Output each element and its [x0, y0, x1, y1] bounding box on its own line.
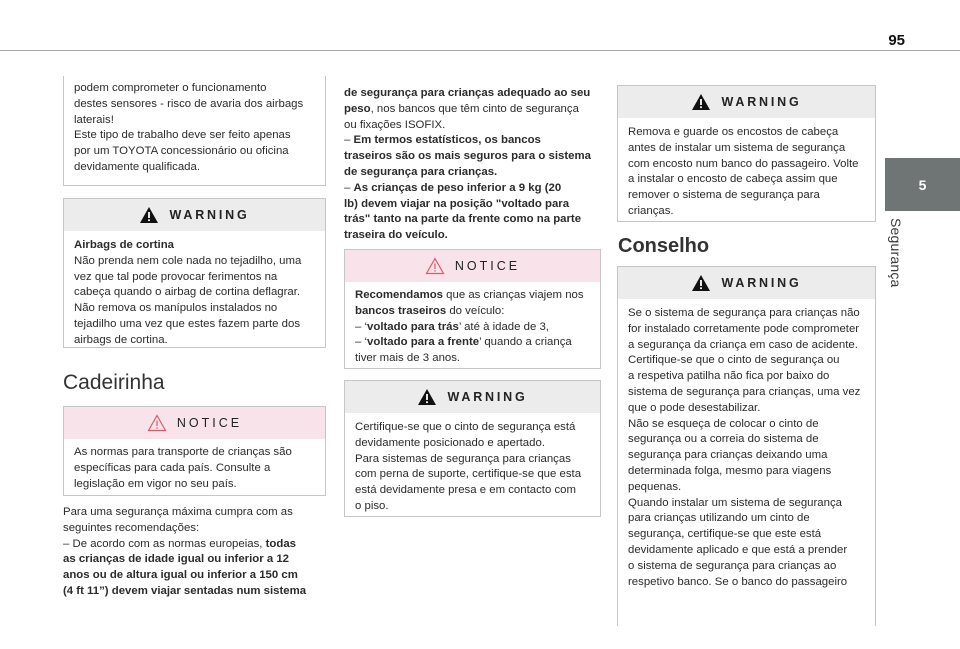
notice-title: NOTICE: [176, 416, 243, 430]
warning-header: [618, 86, 875, 118]
warning-line: airbags de cortina.: [74, 333, 168, 346]
para-line: de segurança para crianças adequado ao seu: [344, 87, 591, 99]
warning-line: a segurança da criança em caso de acidente.: [628, 338, 858, 351]
intro-line: laterais!: [74, 113, 114, 126]
warning-triangle-icon: [139, 206, 159, 224]
warning-line: segurança, certifique-se que este está: [628, 528, 822, 541]
warning-line: Certifique-se que o cinto de segurança ou: [628, 354, 840, 367]
warning-line: segurança para crianças deixando uma: [628, 449, 828, 462]
warning-line: sistema de segurança para crianças, uma vez: [628, 385, 861, 398]
para-line: as crianças de idade igual ou inferior a 12: [63, 553, 289, 566]
recommendations-paragraph: [63, 505, 328, 600]
notice-title: NOTICE: [454, 259, 521, 273]
chapter-number: 5: [918, 176, 927, 193]
warning-line: cabeça quando o airbag de cortina deflagrar.: [74, 286, 301, 299]
notice-triangle-icon: [425, 257, 445, 275]
intro-line: devidamente qualificada.: [74, 160, 201, 173]
warning-line: for instalado corretamente pode comprometer: [628, 322, 860, 335]
notice-line: tiver mais de 3 anos.: [355, 352, 461, 365]
para-line: traseiros são os mais seguros para o sistema: [344, 150, 591, 163]
intro-box: [63, 76, 326, 186]
notice-line: – ‘voltado para a frente’ quando a criança: [355, 336, 572, 349]
notice-triangle-icon: [147, 414, 167, 432]
page-number: 95: [888, 32, 905, 49]
warning-line: o piso.: [355, 499, 389, 512]
notice-line: legislação em vigor no seu país.: [74, 477, 237, 490]
chapter-label: [882, 218, 912, 338]
notice-box-country: [63, 406, 326, 496]
warning-line: devidamente posicionado e apertado.: [355, 436, 545, 449]
warning-line: para crianças utilizando um cinto de: [628, 512, 810, 525]
warning-line: tejadilho uma vez que estes fazem parte dos: [74, 317, 301, 330]
warning-line: antes de instalar um sistema de segurança: [628, 141, 846, 154]
section-title-conselho: Conselho: [618, 235, 710, 257]
warning-line: Para sistemas de segurança para crianças: [355, 452, 571, 465]
para-line: ou fixações ISOFIX.: [344, 118, 446, 131]
intro-line: destes sensores - risco de avaria dos airbags: [74, 97, 304, 110]
warning-line: vez que tal pode provocar ferimentos na: [74, 270, 278, 283]
notice-line: bancos traseiros do veículo:: [355, 304, 505, 317]
intro-line: podem comprometer o funcionamento: [74, 82, 267, 94]
notice-line: específicas para cada país. Consulte a: [74, 461, 271, 474]
warning-subtitle: Airbags de cortina: [74, 239, 175, 251]
para-line: seguintes recomendações:: [63, 521, 200, 534]
warning-box-headrests: [617, 85, 876, 222]
warning-box-airbags: [63, 198, 326, 348]
warning-box-seatbelt: [344, 380, 601, 517]
warning-line: Quando instalar um sistema de segurança: [628, 496, 843, 509]
warning-triangle-icon: [691, 93, 711, 111]
para-line: Para uma segurança máxima cumpra com as: [63, 506, 293, 518]
para-line: – Em termos estatísticos, os bancos: [344, 134, 541, 147]
warning-header: [64, 199, 325, 231]
para-line: de segurança para crianças.: [344, 165, 498, 178]
warning-line: Não remova os manípulos instalados no: [74, 302, 278, 315]
para-line: (4 ft 11”) devem viajar sentadas num sistema: [63, 584, 307, 597]
para-line: – De acordo com as normas europeias, todas: [63, 537, 296, 550]
para-line: traseira do veículo.: [344, 229, 448, 242]
notice-box-rear-seats: [344, 249, 601, 369]
para-line: peso, nos bancos que têm cinto de segurança: [344, 102, 579, 115]
intro-line: por um TOYOTA concessionário ou oficina: [74, 145, 289, 158]
para-line: trás" tanto na parte da frente como na parte: [344, 213, 582, 226]
warning-line: com perna de suporte, certifique-se que esta: [355, 468, 582, 481]
warning-line: o sistema de segurança para crianças ao: [628, 559, 837, 572]
recommendations-continued: [344, 86, 606, 244]
warning-line: está devidamente presa e em contacto com: [355, 484, 576, 497]
warning-header: [618, 267, 875, 299]
warning-title: WARNING: [169, 208, 250, 222]
warning-line: Não prenda nem cole nada no tejadilho, uma: [74, 254, 302, 267]
warning-line: que o pode desestabilizar.: [628, 401, 761, 414]
warning-box-installation: [617, 266, 876, 626]
warning-title: WARNING: [447, 390, 528, 404]
warning-line: remover o sistema de segurança para: [628, 189, 820, 202]
warning-line: pequenas.: [628, 480, 682, 493]
warning-header: [345, 381, 600, 413]
notice-line: Recomendamos que as crianças viajem nos: [355, 289, 584, 301]
warning-line: devidamente aplicado e que está a prender: [628, 543, 848, 556]
notice-header: [64, 407, 325, 439]
notice-line: – ‘voltado para trás’ até à idade de 3,: [355, 320, 549, 333]
warning-line: respetivo banco. Se o banco do passageiro: [628, 575, 848, 588]
warning-line: crianças.: [628, 204, 674, 217]
warning-line: a respetiva patilha não fica por baixo do: [628, 370, 830, 383]
warning-line: Não se esqueça de colocar o cinto de: [628, 417, 819, 430]
para-line: lb) devem viajar na posição "voltado para: [344, 197, 570, 210]
notice-header: [345, 250, 600, 282]
notice-line: As normas para transporte de crianças são: [74, 446, 292, 458]
para-line: anos ou de altura igual ou inferior a 150 cm: [63, 569, 298, 582]
intro-line: Este tipo de trabalho deve ser feito apenas: [74, 129, 291, 142]
warning-line: Se o sistema de segurança para crianças não: [628, 307, 860, 319]
warning-triangle-icon: [691, 274, 711, 292]
warning-line: Certifique-se que o cinto de segurança está: [355, 421, 576, 433]
warning-title: WARNING: [721, 276, 802, 290]
warning-title: WARNING: [721, 95, 802, 109]
para-line: – As crianças de peso inferior a 9 kg (20: [344, 181, 562, 194]
chapter-title: Segurança: [888, 218, 904, 288]
warning-line: segurança ou a correia do sistema de: [628, 433, 819, 446]
warning-line: com encosto num banco do passageiro. Volte: [628, 157, 859, 170]
warning-line: determinada folga, mesmo para viagens: [628, 464, 832, 477]
header-rule: [0, 50, 960, 51]
warning-line: a instalar o encosto de cabeça assim que: [628, 173, 838, 186]
section-title-cadeirinha: Cadeirinha: [63, 371, 165, 394]
warning-line: Remova e guarde os encostos de cabeça: [628, 126, 839, 138]
chapter-tab[interactable]: [885, 158, 960, 211]
warning-triangle-icon: [417, 388, 437, 406]
